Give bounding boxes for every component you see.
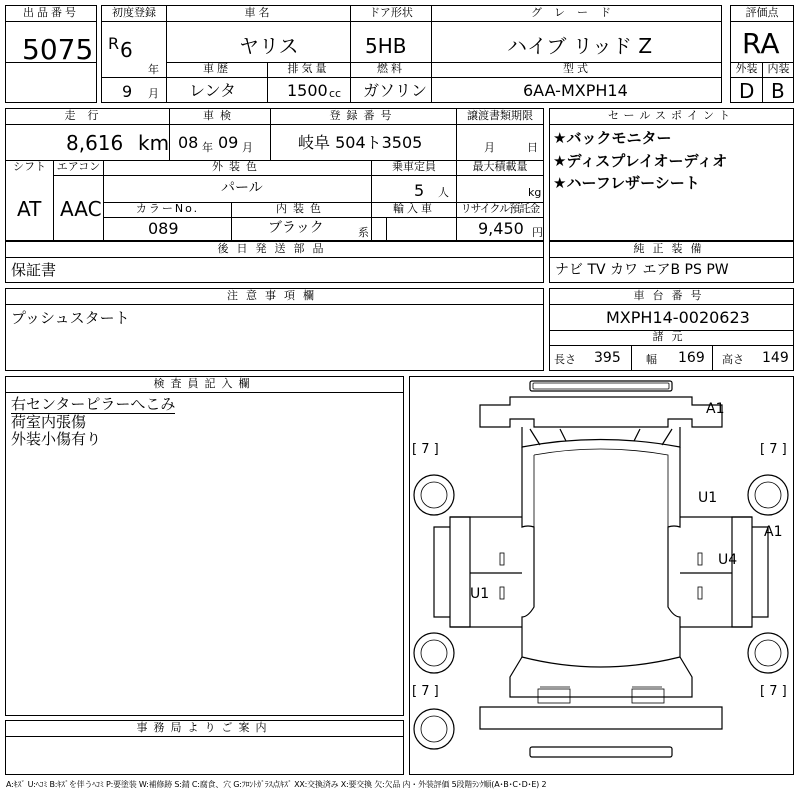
car-name-header: 車名	[244, 6, 273, 19]
chassis-number: MXPH14-0020623	[606, 308, 750, 327]
year-unit: 年	[148, 63, 159, 76]
damage-bracket-rear-right: [ 7 ]	[760, 684, 787, 699]
width-value: 169	[678, 350, 705, 366]
interior-grade-header: 内装	[767, 62, 790, 75]
inspection-month-unit: 月	[242, 141, 253, 154]
damage-diagram-box	[409, 376, 794, 775]
interior-color-suffix: 系	[358, 226, 369, 239]
load-unit: kg	[528, 186, 542, 199]
first-registration-box	[101, 5, 167, 103]
vehicle-history: レンタ	[189, 81, 236, 100]
inspector-box	[5, 376, 404, 716]
capacity-unit: 人	[438, 186, 449, 199]
damage-mark-left-door: U1	[470, 586, 490, 602]
registration-number-header: 登録番号	[329, 109, 398, 122]
details-box	[5, 108, 544, 241]
seating-capacity: 5	[414, 181, 425, 200]
car-outline-diagram	[410, 377, 793, 774]
inspection-header: 車検	[203, 109, 237, 122]
month-unit: 月	[148, 87, 159, 100]
deadline-day-unit: 日	[527, 141, 538, 154]
fuel-type: ガソリン	[363, 81, 428, 100]
height-label: 高さ	[722, 353, 744, 366]
mileage: 8,616	[66, 131, 124, 155]
transfer-deadline-header: 譲渡書類期限	[467, 109, 533, 122]
displacement-unit: cc	[329, 87, 342, 100]
lot-number-box	[5, 5, 97, 103]
damage-mark-right-fender: U1	[698, 490, 718, 506]
later-parts-box	[5, 241, 544, 283]
later-parts: 保証書	[11, 261, 57, 279]
interior-grade: B	[771, 79, 785, 103]
notes-text: プッシュスタート	[11, 309, 130, 327]
recycle-fee-unit: 円	[532, 226, 543, 239]
damage-mark-right-door: U4	[718, 552, 738, 568]
score-header: 評価点	[745, 6, 779, 19]
registration-month: 9	[122, 82, 133, 101]
grade: ハイブ リッド Z	[507, 34, 653, 58]
notes-header: 注意事項欄	[227, 289, 322, 302]
aircon-header: エアコン	[56, 160, 101, 173]
color-number-header: カラーNo.	[135, 202, 200, 215]
sale-point-item: ★ハーフレザーシート	[553, 174, 700, 192]
damage-bracket-rear-left: [ 7 ]	[412, 684, 439, 699]
displacement-header: 排気量	[287, 62, 330, 75]
sale-points-box	[549, 108, 794, 241]
office-box	[5, 720, 404, 775]
deadline-month-unit: 月	[484, 141, 495, 154]
exterior-color: パール	[221, 180, 263, 196]
era-letter: R	[108, 34, 120, 53]
exterior-grade-header: 外装	[735, 62, 758, 75]
dimensions-header: 諸元	[652, 330, 691, 343]
inspection-year-unit: 年	[202, 141, 213, 154]
capacity-header: 乗車定員	[392, 160, 436, 173]
model-code-header: 型式	[563, 62, 591, 75]
shift-type: AT	[17, 197, 42, 221]
inspector-note: 右センターピラーへこみ	[11, 395, 176, 413]
interior-color-header: 内装色	[276, 202, 327, 215]
door-type-header: ドア形状	[369, 6, 413, 19]
mileage-header: 走行	[64, 109, 111, 122]
mileage-unit: km	[138, 131, 170, 155]
shift-header: シフト	[13, 160, 46, 173]
damage-bracket-front-right: [ 7 ]	[760, 442, 787, 457]
import-header: 輸入車	[393, 202, 435, 215]
later-parts-header: 後日発送部品	[217, 242, 332, 255]
displacement: 1500	[287, 81, 328, 100]
inspector-note: 外装小傷有り	[11, 430, 102, 448]
overall-score: RA	[742, 27, 780, 60]
color-number: 089	[148, 219, 179, 238]
chassis-box	[549, 288, 794, 371]
equipment-box	[549, 241, 794, 283]
height-value: 149	[762, 350, 789, 366]
damage-mark-hood: A1	[706, 401, 725, 417]
aircon-type: AAC	[60, 197, 102, 221]
first-registration-header: 初度登録	[112, 6, 156, 19]
fuel-header: 燃料	[377, 62, 405, 75]
exterior-color-header: 外装色	[212, 160, 263, 173]
lot-number-header: 出品番号	[23, 6, 79, 19]
equipment-list: ナビ TV カワ エアB PS PW	[555, 262, 729, 278]
exterior-grade: D	[739, 79, 755, 103]
damage-mark-right-side: A1	[764, 524, 783, 540]
max-load-header: 最大積載量	[472, 160, 528, 173]
sale-points-header: セールスポイント	[607, 109, 735, 122]
office-header: 事務局よりご案内	[136, 721, 273, 734]
lot-number: 5075	[22, 33, 94, 66]
notes-box	[5, 288, 544, 371]
model-code: 6AA-MXPH14	[523, 81, 628, 100]
inspection-year: 08	[178, 133, 199, 152]
registration-number: 岐阜 504ト3505	[298, 133, 423, 152]
car-name: ヤリス	[239, 34, 299, 58]
history-header: 車歴	[203, 62, 231, 75]
registration-year: 6	[120, 38, 133, 62]
car-info-box	[166, 5, 722, 103]
score-box	[730, 5, 794, 103]
sale-point-item: ★バックモニター	[553, 129, 672, 147]
inspection-month: 09	[218, 133, 239, 152]
recycle-fee-header: リサイクル預託金	[460, 202, 540, 215]
door-type: 5HB	[365, 34, 407, 58]
recycle-fee: 9,450	[478, 219, 524, 238]
length-label: 長さ	[554, 353, 576, 366]
damage-bracket-front-left: [ 7 ]	[412, 442, 439, 457]
width-label: 幅	[646, 353, 657, 366]
sale-point-item: ★ディスプレイオーディオ	[553, 152, 728, 170]
inspector-header: 検査員記入欄	[153, 377, 256, 390]
legend-text: A:ｷｽﾞ U:ﾍｺﾐ B:ｷｽﾞを伴うﾍｺﾐ P:要塗装 W:補修跡 S:錆 C:腐食、穴 G:ﾌﾛﾝﾄｶﾞﾗｽ点ｷｽﾞ XX:交換済み X:要交換 欠:欠品 内・外装評価 5段階ﾗﾝｸ順(A･B･C･D･E) 2	[6, 780, 547, 789]
inspector-note: 荷室内張傷	[11, 413, 87, 431]
interior-color: ブラック	[268, 220, 324, 236]
chassis-number-header: 車台番号	[633, 289, 710, 302]
grade-header: グレード	[531, 6, 623, 19]
length-value: 395	[594, 350, 621, 366]
equipment-header: 純正装備	[633, 242, 710, 255]
